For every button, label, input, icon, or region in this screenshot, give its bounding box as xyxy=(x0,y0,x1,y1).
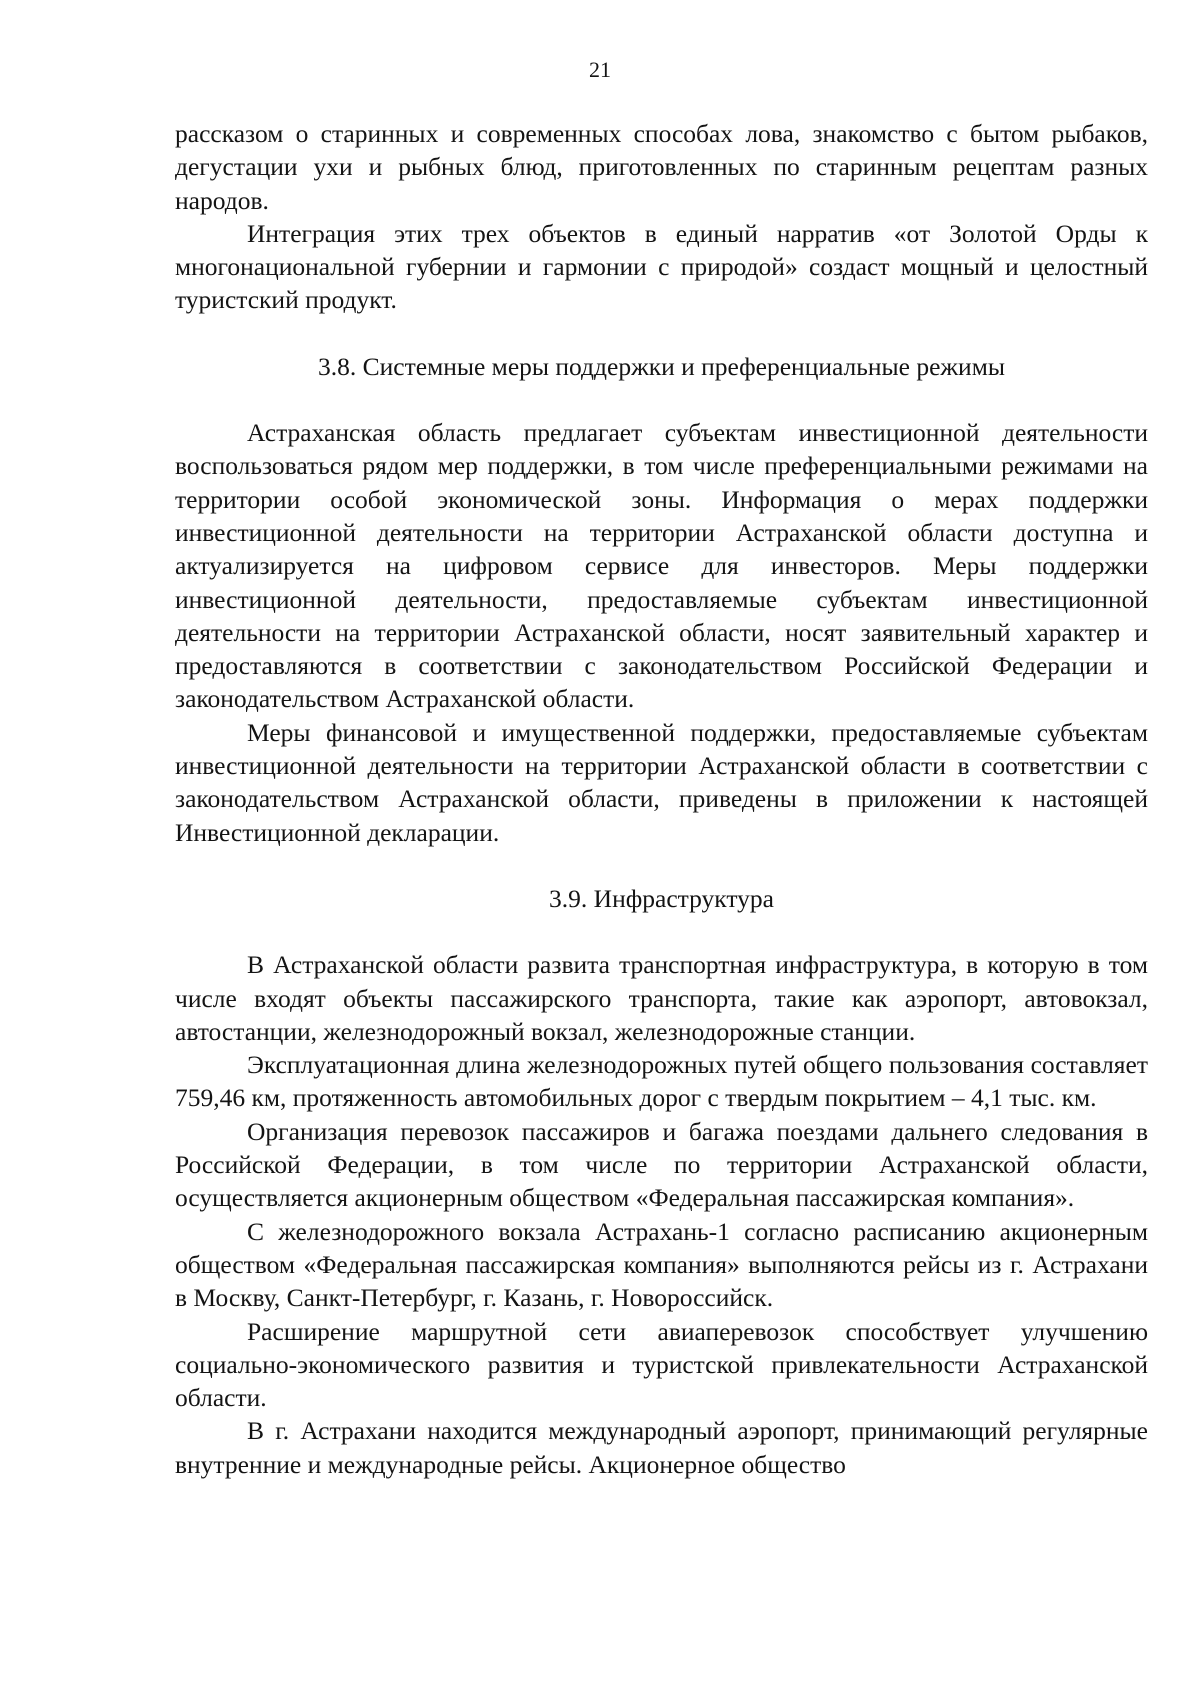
section-heading-3-9: 3.9. Инфраструктура xyxy=(549,883,774,913)
page-number: 21 xyxy=(589,57,611,82)
paragraph: Организация перевозок пассажиров и багажа поездами дальнего следования в Российской Федерации, в том числе по территории Астраханской области, осуществляется акционерным обществом «Федеральная пассажирская компания». xyxy=(175,1116,1148,1213)
paragraph: В г. Астрахани находится международный аэропорт, принимающий регулярные внутренние и международные рейсы. Акционерное общество xyxy=(175,1416,1148,1479)
paragraph: Астраханская область предлагает субъектам инвестиционной деятельности воспользоваться рядом мер поддержки, в том числе преференциальными режимами на территории особой экономической зоны. Информация о мерах поддержки инвестиционной деятельности на территории Астраханской области доступна и актуализируется на цифровом сервисе для инвесторов. Меры поддержки инвестиционной деятельности, предоставляемые субъектам инвестиционной деятельности на территории Астраханской области, носят заявительный характер и предоставляются в соответствии с законодательством Российской Федерации и законодательством Астраханской области. xyxy=(175,418,1148,714)
paragraph: Расширение маршрутной сети авиаперевозок способствует улучшению социально-экономического развития и туристской привлекательности Астраханской области. xyxy=(175,1316,1148,1413)
section-heading-3-8: 3.8. Системные меры поддержки и преференциальные режимы xyxy=(318,351,1005,381)
document-body xyxy=(175,117,1148,1481)
paragraph: Эксплуатационная длина железнодорожных путей общего пользования составляет 759,46 км, протяженность автомобильных дорог с твердым покрытием – 4,1 тыс. км. xyxy=(175,1050,1148,1113)
paragraph: рассказом о старинных и современных способах лова, знакомство с бытом рыбаков, дегустации ухи и рыбных блюд, приготовленных по старинным рецептам разных народов. xyxy=(175,119,1148,215)
paragraph: Интеграция этих трех объектов в единый нарратив «от Золотой Орды к многонациональной губернии и гармонии с природой» создаст мощный и целостный туристский продукт. xyxy=(175,218,1148,315)
paragraph: Меры финансовой и имущественной поддержки, предоставляемые субъектам инвестиционной деятельности на территории Астраханской области в соответствии с законодательством Астраханской области, приведены в приложении к настоящей Инвестиционной декларации. xyxy=(175,717,1148,847)
paragraph: С железнодорожного вокзала Астрахань-1 согласно расписанию акционерным обществом «Федеральная пассажирская компания» выполняются рейсы из г. Астрахани в Москву, Санкт-Петербург, г. Казань, г. Новороссийск. xyxy=(175,1216,1148,1313)
paragraph: В Астраханской области развита транспортная инфраструктура, в которую в том числе входят объекты пассажирского транспорта, такие как аэропорт, автовокзал, автостанции, железнодорожный вокзал, железнодорожные станции. xyxy=(175,950,1148,1046)
